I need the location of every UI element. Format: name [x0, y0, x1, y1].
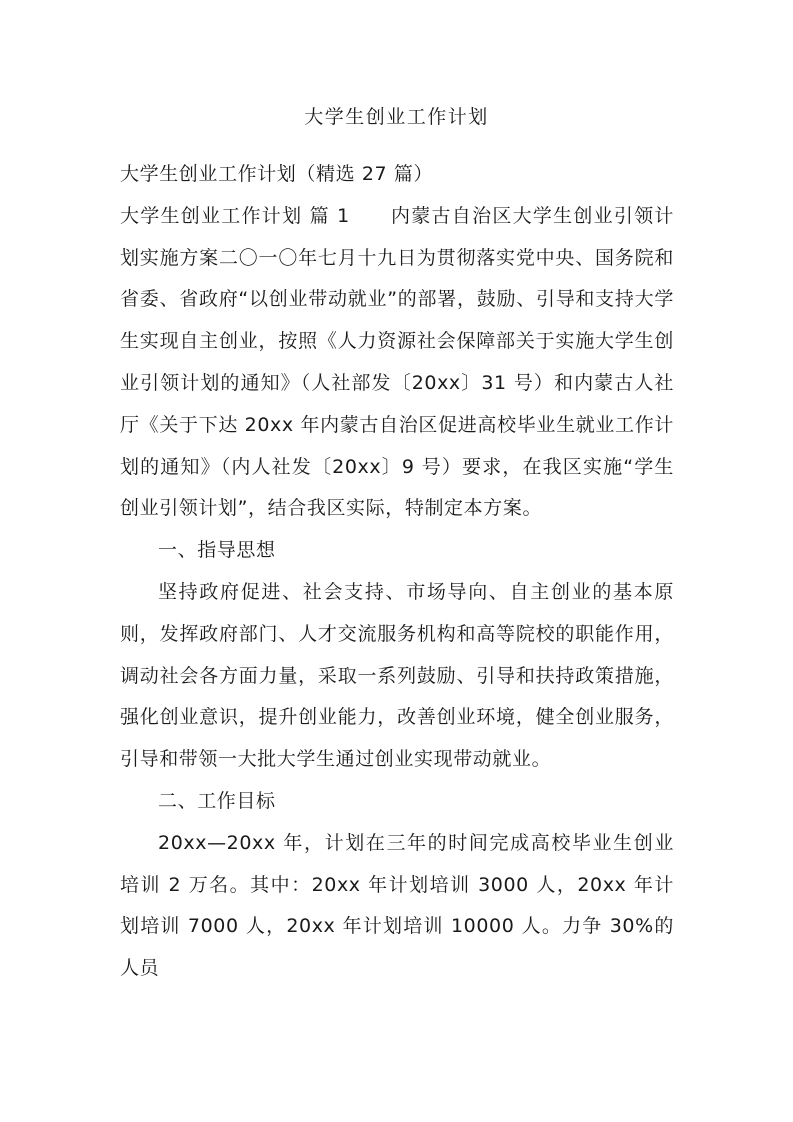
- paragraph-intro: 大学生创业工作计划 篇 1 内蒙古自治区大学生创业引领计划实施方案二〇一〇年七月十九日为贯彻落实党中央、国务院和省委、省政府“以创业带动就业”的部署，鼓励、引导和支持大学生实现自主创业，按照《人力资源社会保障部关于实施大学生创业引领计划的通知》（人社部发〔20xx〕31 号）和内蒙古人社厅《关于下达 20xx 年内蒙古自治区促进高校毕业生就业工作计划的通知》（内人社发〔20xx〕9 号）要求，在我区实施“学生创业引领计划”，结合我区实际，特制定本方案。: [120, 204, 674, 520]
- heading-guiding-ideology: 一、指导思想: [158, 539, 276, 562]
- paragraph-guiding-ideology: 坚持政府促进、社会支持、市场导向、自主创业的基本原则，发挥政府部门、人才交流服务机构和高等院校的职能作用，调动社会各方面力量，采取一系列鼓励、引导和扶持政策措施，强化创业意识，提升创业能力，改善创业环境，健全创业服务，引导和带领一大批大学生通过创业实现带动就业。: [120, 580, 674, 771]
- document-title: 大学生创业工作计划: [304, 106, 489, 128]
- heading-work-goals: 二、工作目标: [158, 789, 276, 812]
- paragraph-subtitle: 大学生创业工作计划（精选 27 篇）: [120, 163, 434, 185]
- document-body: [120, 154, 674, 990]
- paragraph-work-goals: 20xx—20xx 年，计划在三年的时间完成高校毕业生创业培训 2 万名。其中：20xx 年计划培训 3000 人，20xx 年计划培训 7000 人，20xx 年计划培训 10000 人。力争 30%的人员: [120, 831, 674, 980]
